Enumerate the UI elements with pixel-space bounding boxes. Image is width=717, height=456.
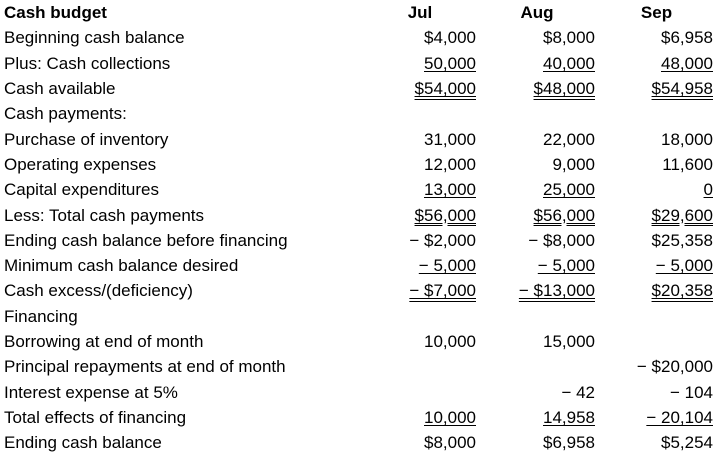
row-capital-expenditures bbox=[0, 177, 717, 202]
cell-sep: $20,358 bbox=[651, 281, 713, 301]
cell-sep: 48,000 bbox=[661, 53, 713, 73]
cell-jul: $4,000 bbox=[424, 28, 476, 48]
row-label: Financing bbox=[4, 306, 78, 326]
row-label: Beginning cash balance bbox=[4, 28, 185, 48]
row-borrowing bbox=[0, 329, 717, 354]
cell-aug: − $8,000 bbox=[528, 230, 595, 250]
row-label: Cash available bbox=[4, 79, 116, 99]
row-cash-excess-deficiency bbox=[0, 278, 717, 303]
cell-jul: 10,000 bbox=[424, 332, 476, 351]
cell-jul bbox=[362, 101, 478, 126]
cell-sep: $25,358 bbox=[651, 230, 713, 250]
cell-sep: − 20,104 bbox=[646, 407, 713, 427]
row-label: Total effects of financing bbox=[4, 407, 187, 427]
cell-sep: 0 bbox=[703, 180, 713, 200]
cell-aug bbox=[478, 101, 596, 126]
table-title: Cash budget bbox=[4, 3, 107, 23]
cell-jul: $8,000 bbox=[424, 433, 476, 453]
row-financing-heading bbox=[0, 304, 717, 329]
cell-jul: 31,000 bbox=[424, 129, 476, 149]
row-label: Plus: Cash collections bbox=[4, 53, 171, 73]
row-label: Interest expense at 5% bbox=[4, 382, 178, 402]
cell-aug: $56,000 bbox=[533, 205, 595, 225]
cell-sep: 11,600 bbox=[662, 154, 713, 174]
header-row bbox=[0, 0, 717, 25]
cell-jul: − $7,000 bbox=[409, 281, 476, 301]
row-minimum-cash-balance bbox=[0, 253, 717, 278]
cell-aug: 22,000 bbox=[543, 129, 595, 149]
row-label: Operating expenses bbox=[4, 154, 157, 174]
row-label: Minimum cash balance desired bbox=[4, 256, 239, 276]
cell-sep: $5,254 bbox=[661, 433, 713, 453]
row-label: Ending cash balance before financing bbox=[4, 230, 288, 250]
column-header-sep: Sep bbox=[640, 3, 673, 23]
row-cash-available bbox=[0, 76, 717, 101]
row-ending-balance-before-financing bbox=[0, 228, 717, 253]
row-total-cash-payments bbox=[0, 202, 717, 227]
row-cash-payments-heading bbox=[0, 101, 717, 126]
cell-jul bbox=[362, 354, 478, 379]
row-label: Principal repayments at end of month bbox=[4, 357, 286, 377]
cell-jul: 12,000 bbox=[424, 154, 476, 174]
row-total-effects-of-financing bbox=[0, 405, 717, 430]
cell-sep: $29,600 bbox=[651, 205, 713, 225]
row-ending-cash-balance bbox=[0, 430, 717, 455]
row-principal-repayments bbox=[0, 354, 717, 379]
row-cash-collections bbox=[0, 51, 717, 76]
cell-jul: 13,000 bbox=[424, 180, 476, 200]
row-label: Purchase of inventory bbox=[4, 129, 169, 149]
cell-aug: 9,000 bbox=[552, 154, 595, 174]
cell-jul: 50,000 bbox=[424, 53, 476, 73]
cell-aug: − 5,000 bbox=[537, 256, 595, 276]
cell-jul: $56,000 bbox=[414, 205, 476, 225]
cell-aug: 14,958 bbox=[543, 407, 595, 427]
row-purchase-of-inventory bbox=[0, 126, 717, 151]
cell-sep: $6,958 bbox=[661, 28, 713, 48]
cell-jul: $54,000 bbox=[414, 79, 476, 99]
cell-sep: 18,000 bbox=[661, 129, 713, 149]
cell-sep: $54,958 bbox=[651, 79, 713, 99]
column-header-aug: Aug bbox=[520, 3, 554, 23]
row-label: Borrowing at end of month bbox=[4, 332, 204, 351]
cell-sep: − 5,000 bbox=[655, 256, 713, 276]
cell-jul bbox=[362, 379, 478, 404]
cell-aug: − $13,000 bbox=[518, 281, 595, 301]
cell-jul: − $2,000 bbox=[409, 230, 476, 250]
cell-jul: 10,000 bbox=[424, 407, 476, 427]
cell-aug: − 42 bbox=[561, 382, 595, 402]
row-label: Ending cash balance bbox=[4, 433, 162, 453]
row-label: Cash excess/(deficiency) bbox=[4, 281, 193, 301]
cell-aug: $8,000 bbox=[543, 28, 595, 48]
column-header-jul: Jul bbox=[407, 3, 433, 23]
row-interest-expense bbox=[0, 379, 717, 404]
cell-aug bbox=[478, 304, 596, 329]
cell-aug: $48,000 bbox=[533, 79, 595, 99]
cell-jul bbox=[362, 304, 478, 329]
row-beginning-cash-balance bbox=[0, 25, 717, 50]
cell-aug: 40,000 bbox=[543, 53, 595, 73]
cell-aug: $6,958 bbox=[543, 433, 595, 453]
row-label: Cash payments: bbox=[4, 104, 127, 124]
row-label: Less: Total cash payments bbox=[4, 205, 205, 225]
row-label: Capital expenditures bbox=[4, 180, 159, 200]
cell-sep: − $20,000 bbox=[636, 357, 713, 377]
row-operating-expenses bbox=[0, 152, 717, 177]
cell-aug bbox=[478, 354, 596, 379]
cell-sep bbox=[596, 101, 717, 126]
cell-aug: 15,000 bbox=[543, 332, 595, 351]
cell-sep bbox=[596, 329, 717, 354]
cell-sep: − 104 bbox=[669, 382, 713, 402]
cell-aug: 25,000 bbox=[543, 180, 595, 200]
cell-jul: − 5,000 bbox=[418, 256, 476, 276]
cell-sep bbox=[596, 304, 717, 329]
